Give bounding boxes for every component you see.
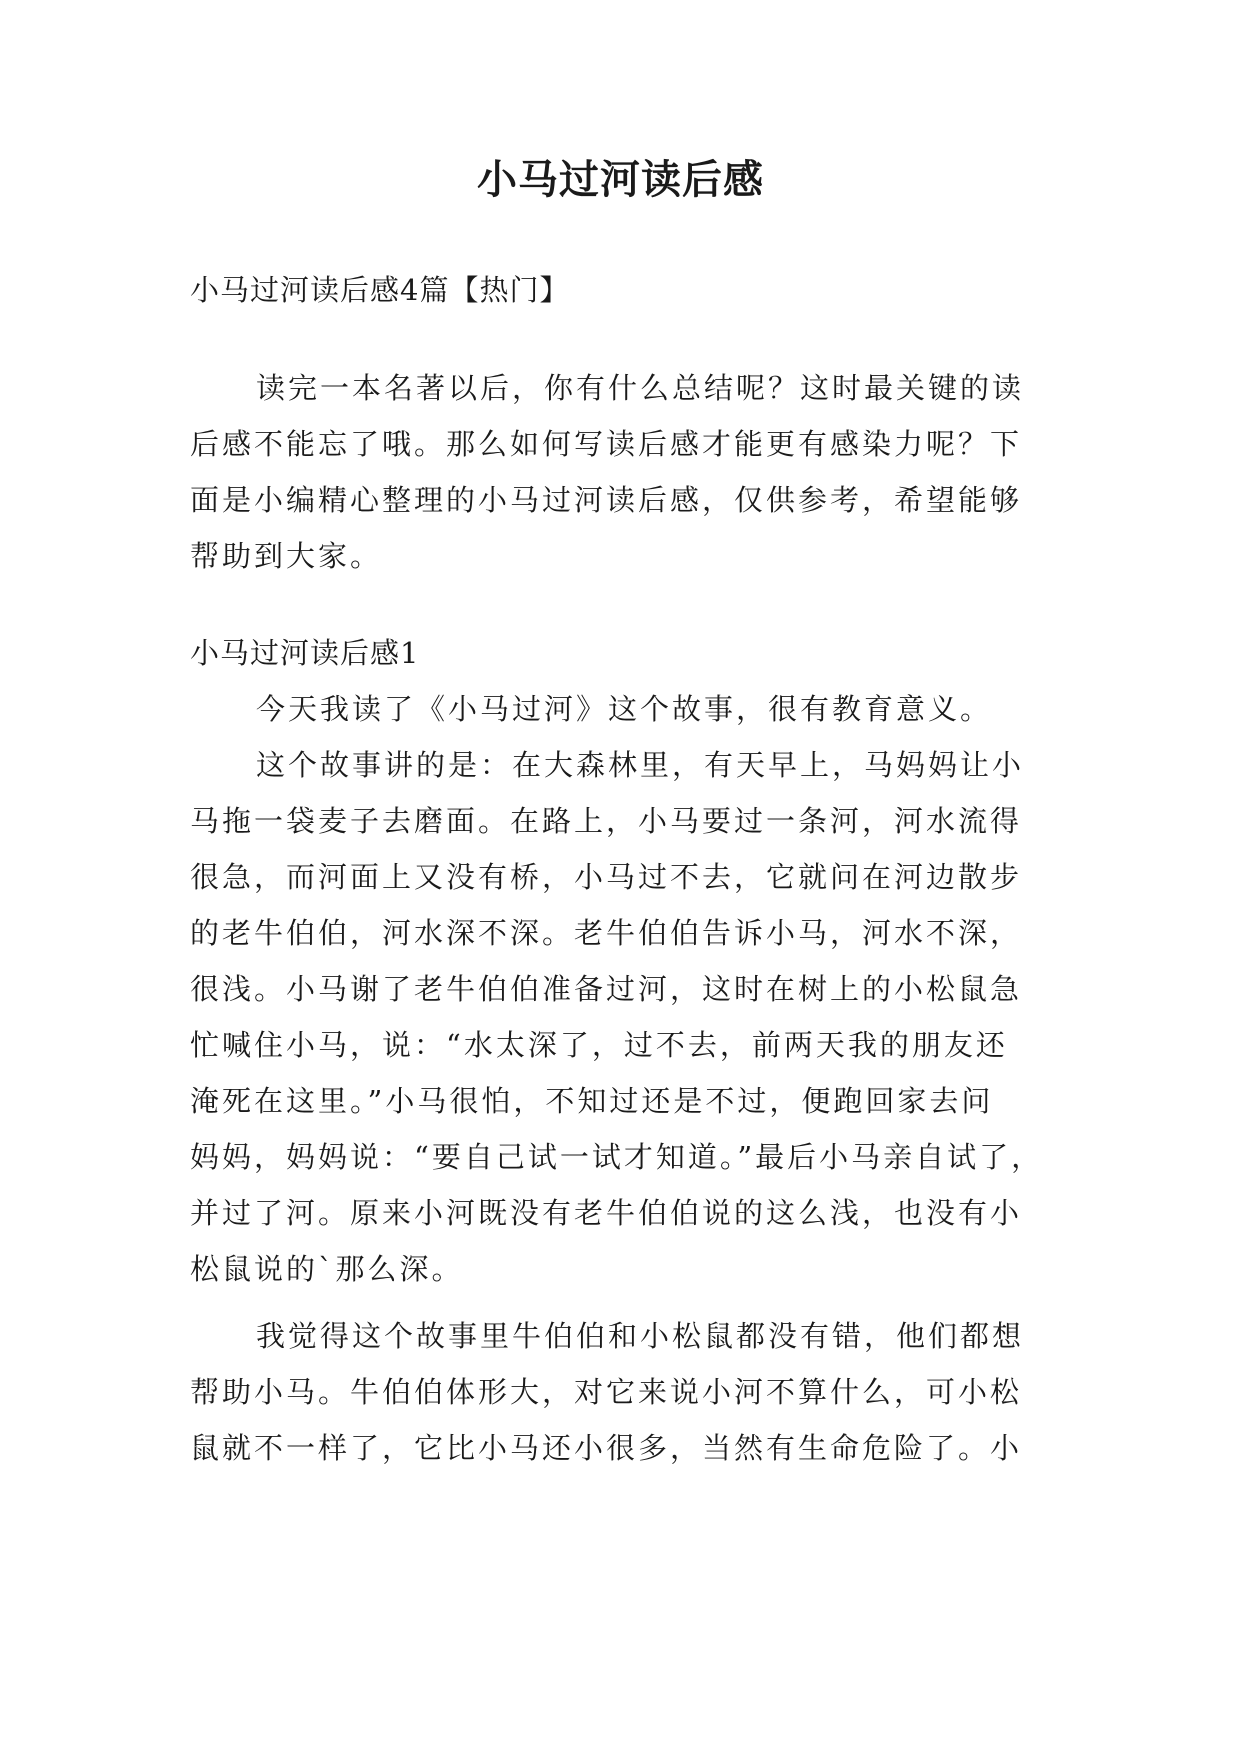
paragraph-line: 松鼠说的`那么深。 — [190, 1252, 464, 1286]
paragraph-line: 帮助到大家。 — [190, 539, 383, 573]
paragraph-line: 今天我读了《小马过河》这个故事，很有教育意义。 — [256, 692, 993, 726]
paragraph-line: 鼠就不一样了，它比小马还小很多，当然有生命危险了。小 — [190, 1431, 1023, 1465]
paragraph-line: 马拖一袋麦子去磨面。在路上，小马要过一条河，河水流得 — [190, 804, 1023, 838]
paragraph-line: 这个故事讲的是：在大森林里，有天早上，马妈妈让小 — [256, 748, 1025, 782]
paragraph-line: 并过了河。原来小河既没有老牛伯伯说的这么浅，也没有小 — [190, 1196, 1023, 1230]
paragraph-line: 我觉得这个故事里牛伯伯和小松鼠都没有错，他们都想 — [256, 1319, 1025, 1353]
paragraph-line: 后感不能忘了哦。那么如何写读后感才能更有感染力呢？下 — [190, 427, 1023, 461]
paragraph-line: 的老牛伯伯，河水深不深。老牛伯伯告诉小马，河水不深， — [190, 916, 1023, 950]
paragraph-line: 面是小编精心整理的小马过河读后感，仅供参考，希望能够 — [190, 483, 1023, 517]
section-heading: 小马过河读后感1 — [190, 636, 420, 670]
document-title: 小马过河读后感 — [477, 156, 764, 203]
paragraph-line: 读完一本名著以后，你有什么总结呢？这时最关键的读 — [256, 371, 1025, 405]
document-subtitle: 小马过河读后感4篇【热门】 — [190, 273, 570, 307]
paragraph-line: 忙喊住小马，说：“水太深了，过不去，前两天我的朋友还 — [190, 1028, 1008, 1062]
paragraph-line: 很浅。小马谢了老牛伯伯准备过河，这时在树上的小松鼠急 — [190, 972, 1023, 1006]
paragraph-line: 妈妈，妈妈说：“要自己试一试才知道。”最后小马亲自试了， — [190, 1140, 1044, 1174]
paragraph-line: 帮助小马。牛伯伯体形大，对它来说小河不算什么，可小松 — [190, 1375, 1023, 1409]
paragraph-line: 淹死在这里。”小马很怕，不知过还是不过，便跑回家去问 — [190, 1084, 994, 1118]
paragraph-line: 很急，而河面上又没有桥，小马过不去，它就问在河边散步 — [190, 860, 1023, 894]
